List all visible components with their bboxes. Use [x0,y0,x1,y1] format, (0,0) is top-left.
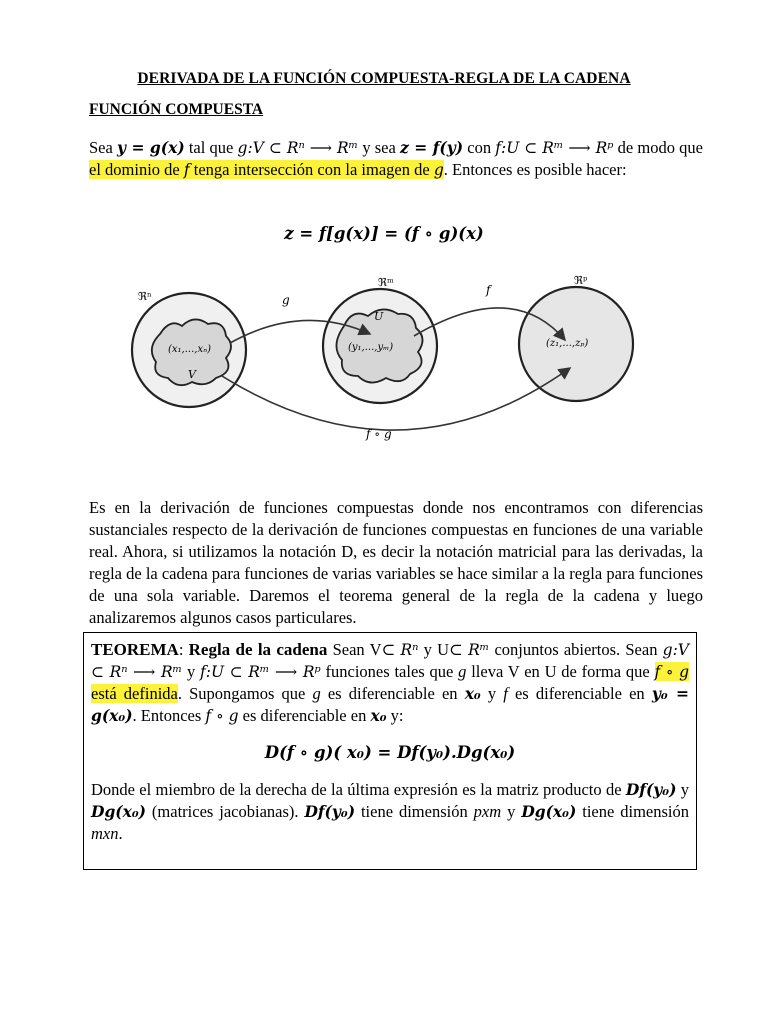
math-z-eq-fy: z = f(y) [400,138,464,157]
math-g: g [433,161,444,179]
theorem-comment [91,779,689,845]
point-z-label: (z₁,...,zₚ) [546,338,589,349]
text-run: tal que [184,138,238,157]
space-Rp-label: ℜᵖ [574,274,588,287]
math-x0: x₀ [464,684,481,703]
text-run: y [182,662,201,681]
composition-diagram [112,248,672,456]
math-Rm: Rᵐ [468,641,490,659]
text-run: conjuntos abiertos. Sean [489,640,663,659]
theorem-statement [91,639,689,727]
math-y-eq-gx: y = g(x) [117,138,185,157]
text-run: . [118,824,123,843]
text-run: es diferenciable en [238,706,371,725]
composition-formula: z = f[g(x)] = (f ∘ g)(x) [284,224,484,243]
text-run: funciones tales que [320,662,459,681]
arrow-g-label: g [282,293,290,307]
chain-rule-formula: D(f ∘ g)( x₀) = Df(y₀).Dg(x₀) [264,743,516,762]
arrow-f-label: f [486,283,491,297]
space-Rm-label: ℜᵐ [378,276,394,289]
text-run: Donde el miembro de la derecha de la última expresión es la matriz producto de [91,780,626,799]
set-U-label: U [374,310,384,323]
math-g-map: g:V ⊂ Rⁿ ⟶ Rᵐ [237,139,359,157]
math-g: g [458,662,467,681]
point-y-label: (y₁,...,yₘ) [348,342,394,353]
math-f: f [183,161,190,179]
text-run: y sea [358,138,401,157]
space-Rn-label: ℜⁿ [138,290,152,303]
text-run: el dominio de [89,160,184,179]
math-Dg-x0: Dg(x₀) [91,802,146,821]
theorem-label: TEOREMA [91,640,179,659]
text-run: tiene dimensión [355,802,474,821]
text-run: está definida [91,684,178,703]
text-run: de modo que [613,138,703,157]
arrow-fg-label: f ∘ g [366,427,392,441]
text-run: . Supongamos que [177,684,313,703]
math-Dg-x0: Dg(x₀) [521,802,577,821]
theorem-name: Regla de la cadena [188,640,328,659]
math-Df-y0: Df(y₀) [304,802,356,821]
text-run: tiene dimensión [576,802,689,821]
text-run: y [501,802,522,821]
dimension-mxn: mxn [91,824,119,843]
math-Rn: Rⁿ [400,641,419,659]
text-run: Sea [89,138,118,157]
math-f: f [503,684,508,703]
set-V-label: V [188,368,196,381]
text-run: y [480,684,504,703]
point-x-label: (x₁,...,xₙ) [168,344,212,355]
text-run: y: [386,706,404,725]
math-y0-def: y₀ = g(x₀) [91,684,689,725]
math-x0: x₀ [370,706,387,725]
text-run: : [178,640,189,659]
text-run: con [463,138,496,157]
text-run: y [676,780,689,799]
text-run: es diferenciable en [507,684,652,703]
text-run: Sean V⊂ [327,640,401,659]
theorem-box [83,632,697,870]
section-heading: FUNCIÓN COMPUESTA [89,101,264,118]
dimension-pxm: pxm [473,802,502,821]
math-g-map: g:V ⊂ Rⁿ ⟶ Rᵐ [91,641,689,681]
chain-rule-intro-paragraph: Es en la derivación de funciones compuestas donde nos encontramos con diferencias sustanciales respecto de la derivación de funciones compuestas en funciones de una variable real. Ahora, si utilizamos la notación D, es decir la notación matricial para las derivadas, la regla de la cadena para funciones de varias variables se hace similar a la regla para funciones de una sola variable. Daremos el teorema general de la regla de la cadena y luego analizaremos algunos casos particulares. [89,498,703,627]
math-f-map: f:U ⊂ Rᵐ ⟶ Rᵖ [200,663,321,681]
intro-paragraph [89,137,703,181]
text-run: (matrices jacobianas). [145,802,305,821]
math-f-compose-g: f ∘ g [205,707,239,725]
text-run: . Entonces [132,706,206,725]
math-Df-y0: Df(y₀) [625,780,677,799]
text-run: . Entonces es posible hacer: [443,160,627,179]
math-f-compose-g: f ∘ g [654,663,689,681]
text-run: tenga intersección con la imagen de [189,160,434,179]
math-g: g [312,684,321,703]
text-run: lleva V en U de forma que [466,662,655,681]
highlighted-text [89,160,444,179]
text-run: es diferenciable en [320,684,465,703]
math-f-map: f:U ⊂ Rᵐ ⟶ Rᵖ [495,139,614,157]
text-run: y U⊂ [418,640,469,659]
document-title: DERIVADA DE LA FUNCIÓN COMPUESTA-REGLA DE LA CADENA [137,70,631,87]
